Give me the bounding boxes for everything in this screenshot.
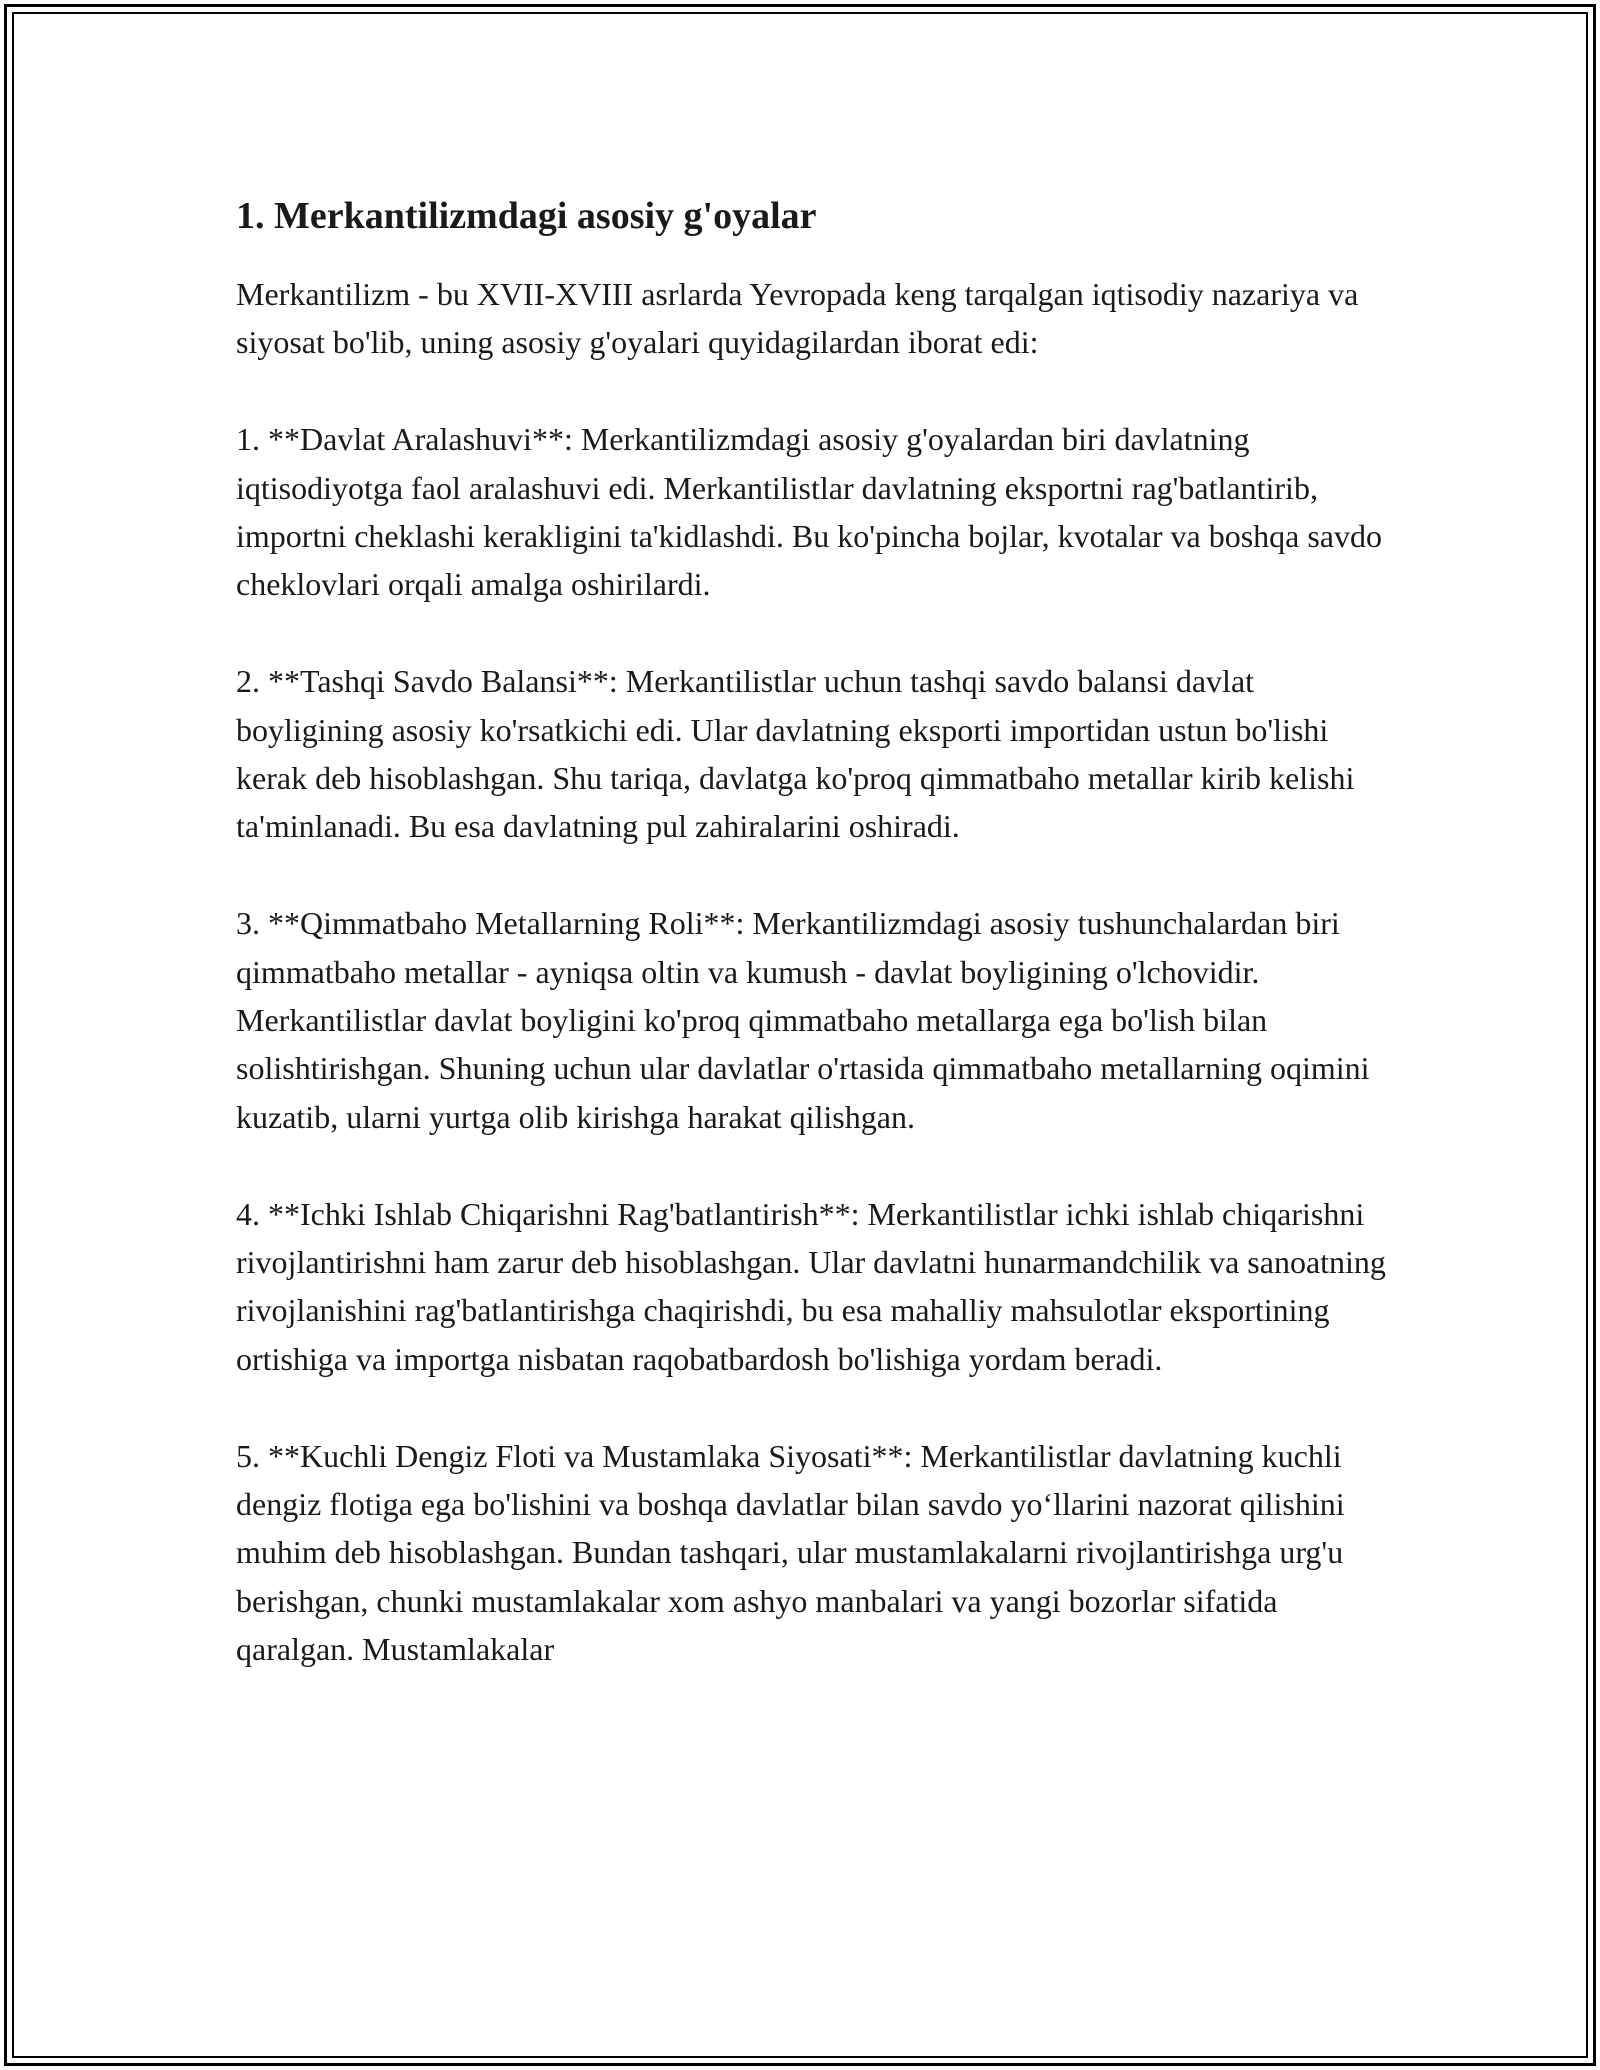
paragraph-item-5: 5. **Kuchli Dengiz Floti va Mustamlaka Siyosati**: Merkantilistlar davlatning kuchli dengiz flotiga ega bo'lishini va boshqa davlatlar bilan savdo yo‘llarini nazorat qilishini muhim deb hisoblashgan. Bundan tashqari, ular mustamlakalarni rivojlantirishga urg'u berishgan, chunki mustamlakalar xom ashyo manbalari va yangi bozorlar sifatida qaralgan. Mustamlakalar: [236, 1437, 1345, 1668]
document-body: [236, 188, 1386, 1674]
paragraph-item-4: 4. **Ichki Ishlab Chiqarishni Rag'batlantirish**: Merkantilistlar ichki ishlab chiqarishni rivojlantirishni ham zarur deb hisoblashgan. Ular davlatni hunarmandchilik va sanoatning rivojlanishini rag'batlantirishga chaqirishdi, bu esa mahalliy mahsulotlar eksportining ortishiga va importga nisbatan raqobatbardosh bo'lishiga yordam beradi.: [236, 1195, 1386, 1377]
paragraph-intro: Merkantilizm - bu XVII-XVIII asrlarda Yevropada keng tarqalgan iqtisodiy nazariya va siyosat bo'lib, uning asosiy g'oyalari quyidagilardan iborat edi:: [236, 276, 1359, 361]
paragraph-item-1: 1. **Davlat Aralashuvi**: Merkantilizmdagi asosiy g'oyalardan biri davlatning iqtisodiyotga faol aralashuvi edi. Merkantilistlar davlatning eksportni rag'batlantirib, importni cheklashi kerakligini ta'kidlashdi. Bu ko'pincha bojlar, kvotalar va boshqa savdo cheklovlari orqali amalga oshirilardi.: [236, 421, 1382, 603]
paragraph-item-2: 2. **Tashqi Savdo Balansi**: Merkantilistlar uchun tashqi savdo balansi davlat boyligining asosiy ko'rsatkichi edi. Ular davlatning eksporti importidan ustun bo'lishi kerak deb hisoblashgan. Shu tariqa, davlatga ko'proq qimmatbaho metallar kirib kelishi ta'minlanadi. Bu esa davlatning pul zahiralarini oshiradi.: [236, 663, 1355, 845]
section-heading: 1. Merkantilizmdagi asosiy g'oyalar: [236, 195, 817, 237]
paragraph-item-3: 3. **Qimmatbaho Metallarning Roli**: Merkantilizmdagi asosiy tushunchalardan biri qimmatbaho metallar - ayniqsa oltin va kumush - davlat boyligining o'lchovidir. Merkantilistlar davlat boyligini ko'proq qimmatbaho metallarga ega bo'lish bilan solishtirishgan. Shuning uchun ular davlatlar o'rtasida qimmatbaho metallarning oqimini kuzatib, ularni yurtga olib kirishga harakat qilishgan.: [236, 905, 1370, 1135]
